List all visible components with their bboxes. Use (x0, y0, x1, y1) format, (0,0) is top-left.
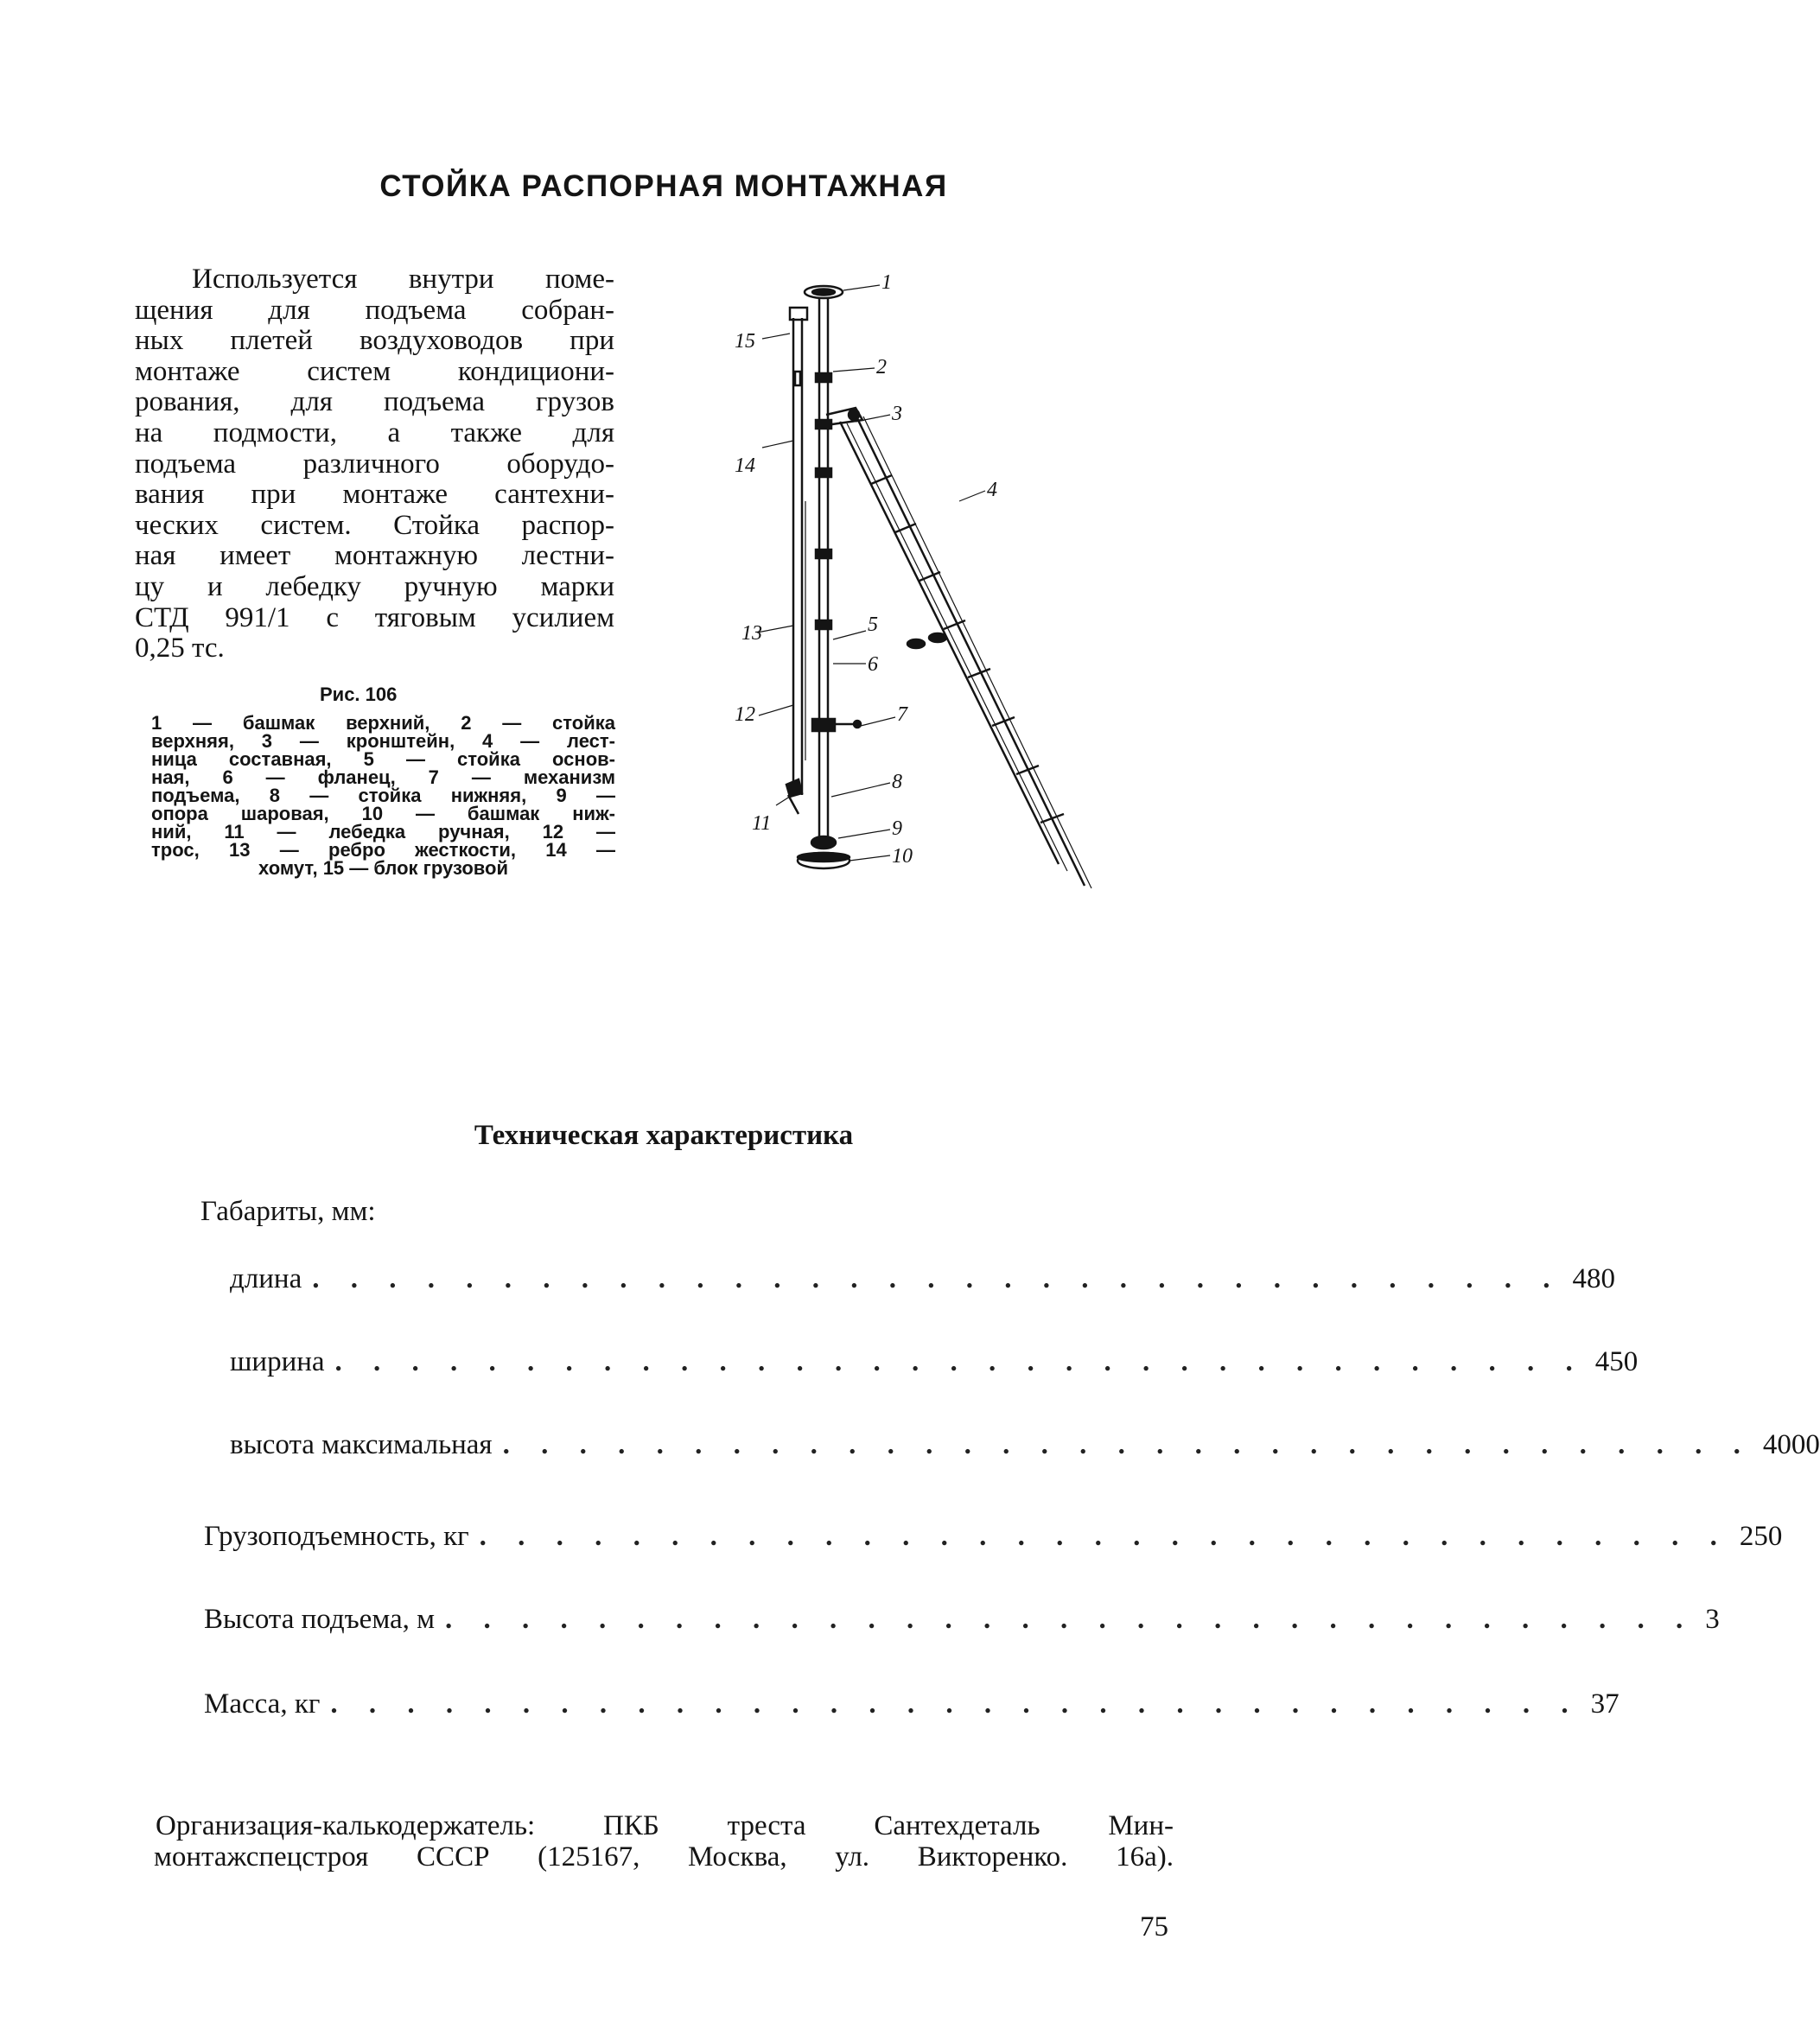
ladder-rail-left (840, 422, 1059, 864)
spec-row (204, 1521, 1783, 1555)
description-line: 0,25 тс. (135, 633, 225, 664)
spec-value: 250 (1739, 1521, 1783, 1552)
page-title: СТОЙКА РАСПОРНАЯ МОНТАЖНАЯ (379, 169, 948, 203)
description-line: СТД 991/1 с тяговым усилием (135, 601, 614, 633)
spec-row (204, 1604, 1720, 1638)
leader-dots: . . . . . . . . . . . . . . . . . . . . . . . . . . . . . . . . . (502, 1429, 1753, 1460)
strut-ladder-illustration (726, 271, 1175, 899)
description-line: ческих систем. Стойка распор- (135, 509, 614, 541)
spec-label: длина (230, 1263, 302, 1294)
figure-label-15: 15 (735, 330, 755, 353)
pulley-block (790, 308, 807, 320)
description-line: монтаже систем кондициони- (135, 355, 614, 387)
organization-line: Организация-калькодержатель: ПКБ треста Сантехдеталь Мин- (156, 1810, 1174, 1841)
figure-label-7: 7 (897, 703, 907, 726)
flange (816, 620, 831, 629)
figure-caption (151, 714, 615, 877)
figure-label-6: 6 (868, 653, 878, 676)
spec-label: Высота подъема, м (204, 1604, 436, 1635)
description-line: щения для подъема собран- (135, 294, 614, 326)
caption-line: хомут, 15 — блок грузовой (258, 857, 508, 879)
leader-dots: . . . . . . . . . . . . . . . . . . . . . . . . . . . . . . . . . (334, 1346, 1585, 1377)
caption-line: ная, 6 — фланец, 7 — механизм (151, 766, 615, 788)
spec-label: ширина (230, 1346, 325, 1377)
description-line: подъема различного оборудо- (135, 448, 614, 480)
ball-support (811, 836, 836, 849)
leader-dots: . . . . . . . . . . . . . . . . . . . . . . . . . . . . . . . . . (330, 1688, 1581, 1720)
caption-line: верхняя, 3 — кронштейн, 4 — лест- (151, 730, 615, 752)
ladder-rail-right (856, 415, 1085, 886)
figure-label-3: 3 (892, 403, 902, 425)
description-line: ная имеет монтажную лестни- (135, 540, 614, 572)
organization-note (156, 1810, 1174, 1873)
spec-value: 3 (1705, 1604, 1720, 1635)
caption-line: ний, 11 — лебедка ручная, 12 — (151, 821, 615, 842)
caption-line: трос, 13 — ребро жесткости, 14 — (151, 839, 615, 861)
figure-label-2: 2 (876, 356, 887, 378)
spec-value: 480 (1572, 1263, 1615, 1294)
figure-caption-title: Рис. 106 (320, 684, 398, 705)
lifting-mechanism (812, 719, 835, 731)
caption-line: 1 — башмак верхний, 2 — стойка (151, 712, 615, 734)
spec-value: 37 (1590, 1688, 1620, 1720)
spec-row (230, 1346, 1639, 1381)
figure-label-8: 8 (892, 771, 902, 793)
figure-label-1: 1 (881, 271, 892, 294)
spec-label: высота максимальная (230, 1429, 493, 1460)
caption-line: ница составная, 5 — стойка основ- (151, 748, 615, 770)
specs-title: Техническая характеристика (474, 1120, 854, 1151)
leader-dots: . . . . . . . . . . . . . . . . . . . . . . . . . . . . . . . . . (312, 1263, 1562, 1294)
figure-label-10: 10 (892, 845, 913, 868)
caption-line: подъема, 8 — стойка нижняя, 9 — (151, 785, 615, 806)
ladder-rung (944, 620, 965, 629)
figure-label-5: 5 (868, 614, 878, 636)
spec-row (204, 1688, 1620, 1723)
caption-line: опора шаровая, 10 — башмак ниж- (151, 803, 615, 824)
figure-label-12: 12 (735, 703, 755, 726)
description-line: цу и лебедку ручную марки (135, 570, 614, 602)
page-number: 75 (1140, 1911, 1168, 1942)
description-line: на подмости, а также для (135, 416, 614, 448)
leader-dots: . . . . . . . . . . . . . . . . . . . . . . . . . . . . . . . . . (445, 1604, 1696, 1635)
spec-row (230, 1263, 1615, 1298)
spec-label: Масса, кг (204, 1688, 321, 1720)
description-line: Используется внутри поме- (192, 264, 614, 295)
organization-line: монтажспецстроя СССР (125167, Москва, ул. Викторенко. 16а). (154, 1841, 1174, 1873)
mounting-strut-drawing (726, 271, 1175, 899)
spec-row (230, 1429, 1820, 1464)
figure-label-4: 4 (987, 479, 997, 501)
figure-label-13: 13 (741, 622, 762, 645)
description-line: ных плетей воздуховодов при (135, 325, 614, 357)
spec-label: Грузоподъемность, кг (204, 1521, 469, 1552)
figure-label-11: 11 (752, 812, 772, 835)
dimensions-header: Габариты, мм: (200, 1196, 376, 1227)
leader-dots: . . . . . . . . . . . . . . . . . . . . . . . . . . . . . . . . . (479, 1521, 1729, 1552)
description-line: вания при монтаже сантехни- (135, 479, 614, 511)
figure-label-9: 9 (892, 817, 902, 840)
description-paragraph (135, 264, 614, 664)
description-line: рования, для подъема грузов (135, 386, 614, 418)
spec-value: 450 (1594, 1346, 1639, 1377)
spec-value: 4000 (1762, 1429, 1820, 1460)
figure-label-14: 14 (735, 455, 755, 477)
